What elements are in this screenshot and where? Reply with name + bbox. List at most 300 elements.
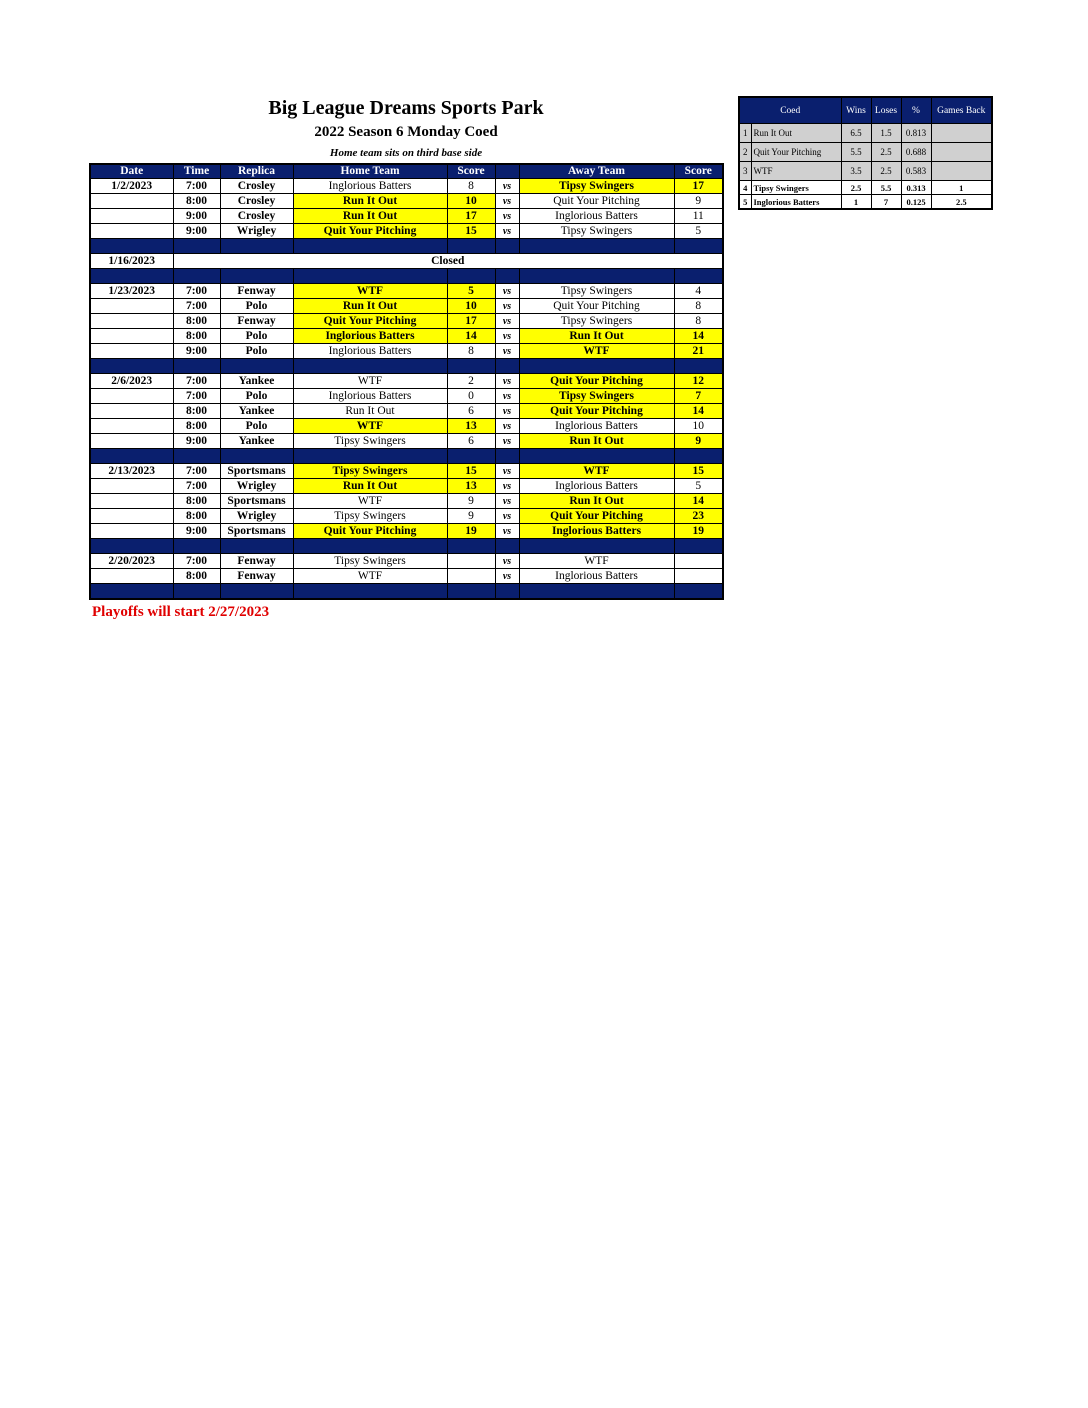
game-row bbox=[90, 464, 723, 479]
date-cell bbox=[90, 524, 173, 539]
separator-cell bbox=[447, 359, 495, 374]
time-cell: 8:00 bbox=[173, 404, 220, 419]
replica-cell: Sportsmans bbox=[220, 524, 293, 539]
standings-row bbox=[739, 143, 992, 162]
pct-cell: 0.313 bbox=[901, 181, 931, 195]
date-cell bbox=[90, 194, 173, 209]
separator-cell bbox=[447, 584, 495, 600]
vs-cell: vs bbox=[495, 209, 519, 224]
away-team-cell: Run It Out bbox=[519, 434, 674, 449]
separator-cell bbox=[674, 239, 723, 254]
standings-header-pct: % bbox=[901, 97, 931, 124]
replica-cell: Sportsmans bbox=[220, 464, 293, 479]
date-cell bbox=[90, 479, 173, 494]
game-row bbox=[90, 569, 723, 584]
replica-cell: Polo bbox=[220, 419, 293, 434]
replica-cell: Fenway bbox=[220, 569, 293, 584]
game-row bbox=[90, 179, 723, 194]
away-team-cell: Inglorious Batters bbox=[519, 569, 674, 584]
home-score-cell: 17 bbox=[447, 209, 495, 224]
vs-cell: vs bbox=[495, 554, 519, 569]
page-title: Big League Dreams Sports Park bbox=[268, 97, 544, 119]
time-cell: 9:00 bbox=[173, 524, 220, 539]
date-cell: 2/13/2023 bbox=[90, 464, 173, 479]
replica-cell: Crosley bbox=[220, 179, 293, 194]
time-cell: 7:00 bbox=[173, 389, 220, 404]
vs-cell: vs bbox=[495, 374, 519, 389]
home-team-cell: WTF bbox=[293, 569, 447, 584]
home-team-cell: Run It Out bbox=[293, 299, 447, 314]
home-team-note: Home team sits on third base side bbox=[329, 147, 483, 159]
separator-cell bbox=[220, 239, 293, 254]
time-cell: 7:00 bbox=[173, 554, 220, 569]
home-team-cell: WTF bbox=[293, 284, 447, 299]
date-cell bbox=[90, 419, 173, 434]
games-back-cell bbox=[931, 143, 992, 162]
home-team-cell: Quit Your Pitching bbox=[293, 314, 447, 329]
game-row bbox=[90, 374, 723, 389]
loses-cell: 7 bbox=[871, 195, 901, 210]
separator-cell bbox=[495, 239, 519, 254]
game-row bbox=[90, 284, 723, 299]
home-team-cell: Run It Out bbox=[293, 479, 447, 494]
standings-header-wins: Wins bbox=[841, 97, 871, 124]
home-team-cell: Inglorious Batters bbox=[293, 329, 447, 344]
vs-cell: vs bbox=[495, 404, 519, 419]
rank-cell: 4 bbox=[739, 181, 751, 195]
schedule-table bbox=[89, 163, 724, 600]
separator-cell bbox=[293, 359, 447, 374]
home-score-cell bbox=[447, 554, 495, 569]
separator-cell bbox=[293, 539, 447, 554]
pct-cell: 0.125 bbox=[901, 195, 931, 210]
away-score-cell: 9 bbox=[674, 194, 723, 209]
home-team-cell: WTF bbox=[293, 374, 447, 389]
game-row bbox=[90, 209, 723, 224]
wins-cell: 1 bbox=[841, 195, 871, 210]
separator-cell bbox=[220, 359, 293, 374]
separator-cell bbox=[495, 269, 519, 284]
rank-cell: 5 bbox=[739, 195, 751, 210]
replica-cell: Fenway bbox=[220, 284, 293, 299]
separator-cell bbox=[90, 539, 173, 554]
col-header-away-score: Score bbox=[674, 164, 723, 179]
away-score-cell: 5 bbox=[674, 479, 723, 494]
home-team-cell: Run It Out bbox=[293, 209, 447, 224]
separator-cell bbox=[173, 584, 220, 600]
game-row bbox=[90, 524, 723, 539]
standings-header-coed: Coed bbox=[739, 97, 841, 124]
away-team-cell: Run It Out bbox=[519, 329, 674, 344]
vs-cell: vs bbox=[495, 284, 519, 299]
closed-cell: Closed bbox=[173, 254, 723, 269]
time-cell: 9:00 bbox=[173, 209, 220, 224]
separator-cell bbox=[173, 269, 220, 284]
col-header-vs bbox=[495, 164, 519, 179]
team-name-cell: Run It Out bbox=[751, 124, 841, 143]
time-cell: 8:00 bbox=[173, 329, 220, 344]
separator-cell bbox=[674, 359, 723, 374]
home-team-cell: WTF bbox=[293, 419, 447, 434]
standings-row bbox=[739, 124, 992, 143]
home-team-cell: Tipsy Swingers bbox=[293, 509, 447, 524]
home-score-cell: 6 bbox=[447, 404, 495, 419]
date-cell bbox=[90, 434, 173, 449]
away-team-cell: Tipsy Swingers bbox=[519, 224, 674, 239]
away-team-cell: Tipsy Swingers bbox=[519, 389, 674, 404]
game-row bbox=[90, 344, 723, 359]
wins-cell: 5.5 bbox=[841, 143, 871, 162]
pct-cell: 0.813 bbox=[901, 124, 931, 143]
vs-cell: vs bbox=[495, 224, 519, 239]
replica-cell: Sportsmans bbox=[220, 494, 293, 509]
date-cell: 1/16/2023 bbox=[90, 254, 173, 269]
separator-cell bbox=[220, 449, 293, 464]
col-header-replica: Replica bbox=[220, 164, 293, 179]
separator-cell bbox=[293, 239, 447, 254]
time-cell: 8:00 bbox=[173, 509, 220, 524]
separator-cell bbox=[90, 449, 173, 464]
home-score-cell: 5 bbox=[447, 284, 495, 299]
week-separator-row bbox=[90, 269, 723, 284]
date-cell bbox=[90, 224, 173, 239]
col-header-date: Date bbox=[90, 164, 173, 179]
away-team-cell: Tipsy Swingers bbox=[519, 284, 674, 299]
separator-cell bbox=[495, 539, 519, 554]
separator-cell bbox=[519, 269, 674, 284]
away-team-cell: WTF bbox=[519, 464, 674, 479]
standings-row bbox=[739, 195, 992, 210]
date-cell bbox=[90, 329, 173, 344]
away-team-cell: Inglorious Batters bbox=[519, 479, 674, 494]
replica-cell: Wrigley bbox=[220, 509, 293, 524]
vs-cell: vs bbox=[495, 434, 519, 449]
date-cell: 2/6/2023 bbox=[90, 374, 173, 389]
vs-cell: vs bbox=[495, 194, 519, 209]
separator-cell bbox=[293, 449, 447, 464]
away-team-cell: Tipsy Swingers bbox=[519, 314, 674, 329]
wins-cell: 6.5 bbox=[841, 124, 871, 143]
vs-cell: vs bbox=[495, 389, 519, 404]
separator-cell bbox=[674, 584, 723, 600]
team-name-cell: Tipsy Swingers bbox=[751, 181, 841, 195]
time-cell: 7:00 bbox=[173, 299, 220, 314]
date-cell bbox=[90, 404, 173, 419]
home-team-cell: Run It Out bbox=[293, 194, 447, 209]
away-score-cell: 5 bbox=[674, 224, 723, 239]
separator-cell bbox=[519, 539, 674, 554]
away-score-cell: 4 bbox=[674, 284, 723, 299]
game-row bbox=[90, 329, 723, 344]
standings-row bbox=[739, 181, 992, 195]
away-score-cell: 8 bbox=[674, 314, 723, 329]
standings-body bbox=[739, 124, 992, 210]
home-team-cell: Tipsy Swingers bbox=[293, 434, 447, 449]
home-score-cell: 0 bbox=[447, 389, 495, 404]
standings-header-row bbox=[739, 97, 992, 124]
week-separator-row bbox=[90, 239, 723, 254]
game-row bbox=[90, 224, 723, 239]
separator-cell bbox=[173, 359, 220, 374]
away-score-cell: 9 bbox=[674, 434, 723, 449]
time-cell: 8:00 bbox=[173, 419, 220, 434]
separator-cell bbox=[495, 359, 519, 374]
separator-cell bbox=[447, 239, 495, 254]
home-team-cell: Run It Out bbox=[293, 404, 447, 419]
col-header-time: Time bbox=[173, 164, 220, 179]
away-score-cell: 11 bbox=[674, 209, 723, 224]
games-back-cell: 2.5 bbox=[931, 195, 992, 210]
away-score-cell: 17 bbox=[674, 179, 723, 194]
team-name-cell: WTF bbox=[751, 162, 841, 181]
home-score-cell: 9 bbox=[447, 509, 495, 524]
home-team-cell: WTF bbox=[293, 494, 447, 509]
week-separator-row bbox=[90, 449, 723, 464]
col-header-away-team: Away Team bbox=[519, 164, 674, 179]
home-score-cell: 10 bbox=[447, 194, 495, 209]
away-team-cell: Quit Your Pitching bbox=[519, 194, 674, 209]
replica-cell: Yankee bbox=[220, 374, 293, 389]
games-back-cell bbox=[931, 124, 992, 143]
vs-cell: vs bbox=[495, 344, 519, 359]
separator-cell bbox=[674, 269, 723, 284]
home-score-cell: 9 bbox=[447, 494, 495, 509]
separator-cell bbox=[447, 449, 495, 464]
separator-cell bbox=[674, 449, 723, 464]
home-team-cell: Tipsy Swingers bbox=[293, 554, 447, 569]
home-score-cell: 8 bbox=[447, 179, 495, 194]
away-team-cell: Quit Your Pitching bbox=[519, 299, 674, 314]
away-team-cell: WTF bbox=[519, 554, 674, 569]
away-score-cell: 8 bbox=[674, 299, 723, 314]
home-score-cell: 10 bbox=[447, 299, 495, 314]
separator-cell bbox=[519, 449, 674, 464]
date-cell bbox=[90, 344, 173, 359]
replica-cell: Yankee bbox=[220, 434, 293, 449]
date-cell bbox=[90, 389, 173, 404]
home-score-cell: 13 bbox=[447, 479, 495, 494]
game-row bbox=[90, 419, 723, 434]
replica-cell: Polo bbox=[220, 344, 293, 359]
standings-header-games-back: Games Back bbox=[931, 97, 992, 124]
vs-cell: vs bbox=[495, 479, 519, 494]
separator-cell bbox=[220, 269, 293, 284]
home-score-cell: 6 bbox=[447, 434, 495, 449]
replica-cell: Polo bbox=[220, 299, 293, 314]
home-score-cell: 8 bbox=[447, 344, 495, 359]
time-cell: 8:00 bbox=[173, 194, 220, 209]
date-cell bbox=[90, 314, 173, 329]
date-cell: 1/2/2023 bbox=[90, 179, 173, 194]
away-team-cell: Quit Your Pitching bbox=[519, 374, 674, 389]
separator-cell bbox=[173, 539, 220, 554]
wins-cell: 2.5 bbox=[841, 181, 871, 195]
away-score-cell: 10 bbox=[674, 419, 723, 434]
vs-cell: vs bbox=[495, 314, 519, 329]
schedule-header-row bbox=[90, 164, 723, 179]
away-team-cell: Run It Out bbox=[519, 494, 674, 509]
game-row bbox=[90, 434, 723, 449]
vs-cell: vs bbox=[495, 569, 519, 584]
replica-cell: Crosley bbox=[220, 209, 293, 224]
date-cell bbox=[90, 209, 173, 224]
away-team-cell: Quit Your Pitching bbox=[519, 404, 674, 419]
week-separator-row bbox=[90, 359, 723, 374]
date-cell bbox=[90, 494, 173, 509]
away-team-cell: Quit Your Pitching bbox=[519, 509, 674, 524]
date-cell bbox=[90, 299, 173, 314]
standings-header-loses: Loses bbox=[871, 97, 901, 124]
home-score-cell bbox=[447, 569, 495, 584]
time-cell: 8:00 bbox=[173, 314, 220, 329]
wins-cell: 3.5 bbox=[841, 162, 871, 181]
away-team-cell: Inglorious Batters bbox=[519, 419, 674, 434]
home-team-cell: Inglorious Batters bbox=[293, 344, 447, 359]
separator-cell bbox=[220, 539, 293, 554]
time-cell: 8:00 bbox=[173, 494, 220, 509]
separator-cell bbox=[519, 239, 674, 254]
vs-cell: vs bbox=[495, 509, 519, 524]
away-score-cell: 14 bbox=[674, 329, 723, 344]
week-separator-row bbox=[90, 584, 723, 600]
separator-cell bbox=[90, 239, 173, 254]
game-row bbox=[90, 554, 723, 569]
away-score-cell bbox=[674, 569, 723, 584]
loses-cell: 5.5 bbox=[871, 181, 901, 195]
home-score-cell: 2 bbox=[447, 374, 495, 389]
separator-cell bbox=[447, 539, 495, 554]
games-back-cell bbox=[931, 162, 992, 181]
vs-cell: vs bbox=[495, 464, 519, 479]
time-cell: 9:00 bbox=[173, 224, 220, 239]
standings-row bbox=[739, 162, 992, 181]
separator-cell bbox=[90, 584, 173, 600]
standings-table bbox=[738, 96, 993, 210]
game-row bbox=[90, 404, 723, 419]
separator-cell bbox=[173, 239, 220, 254]
away-team-cell: WTF bbox=[519, 344, 674, 359]
away-score-cell: 14 bbox=[674, 404, 723, 419]
pct-cell: 0.583 bbox=[901, 162, 931, 181]
home-team-cell: Quit Your Pitching bbox=[293, 224, 447, 239]
away-score-cell: 12 bbox=[674, 374, 723, 389]
time-cell: 7:00 bbox=[173, 479, 220, 494]
away-score-cell: 7 bbox=[674, 389, 723, 404]
game-row bbox=[90, 494, 723, 509]
away-score-cell: 14 bbox=[674, 494, 723, 509]
replica-cell: Polo bbox=[220, 389, 293, 404]
vs-cell: vs bbox=[495, 179, 519, 194]
home-score-cell: 15 bbox=[447, 224, 495, 239]
replica-cell: Wrigley bbox=[220, 479, 293, 494]
team-name-cell: Inglorious Batters bbox=[751, 195, 841, 210]
date-cell bbox=[90, 569, 173, 584]
time-cell: 7:00 bbox=[173, 374, 220, 389]
rank-cell: 1 bbox=[739, 124, 751, 143]
home-team-cell: Inglorious Batters bbox=[293, 389, 447, 404]
pct-cell: 0.688 bbox=[901, 143, 931, 162]
home-score-cell: 15 bbox=[447, 464, 495, 479]
page-subtitle: 2022 Season 6 Monday Coed bbox=[314, 124, 498, 140]
loses-cell: 2.5 bbox=[871, 162, 901, 181]
replica-cell: Fenway bbox=[220, 314, 293, 329]
separator-cell bbox=[447, 269, 495, 284]
replica-cell: Yankee bbox=[220, 404, 293, 419]
playoffs-notice: Playoffs will start 2/27/2023 bbox=[92, 604, 270, 620]
home-team-cell: Tipsy Swingers bbox=[293, 464, 447, 479]
away-team-cell: Inglorious Batters bbox=[519, 524, 674, 539]
separator-cell bbox=[293, 584, 447, 600]
games-back-cell: 1 bbox=[931, 181, 992, 195]
separator-cell bbox=[495, 584, 519, 600]
away-score-cell: 19 bbox=[674, 524, 723, 539]
separator-cell bbox=[90, 269, 173, 284]
home-score-cell: 19 bbox=[447, 524, 495, 539]
away-score-cell: 23 bbox=[674, 509, 723, 524]
rank-cell: 3 bbox=[739, 162, 751, 181]
closed-row bbox=[90, 254, 723, 269]
loses-cell: 1.5 bbox=[871, 124, 901, 143]
game-row bbox=[90, 509, 723, 524]
separator-cell bbox=[90, 359, 173, 374]
replica-cell: Crosley bbox=[220, 194, 293, 209]
home-score-cell: 14 bbox=[447, 329, 495, 344]
week-separator-row bbox=[90, 539, 723, 554]
time-cell: 7:00 bbox=[173, 179, 220, 194]
home-score-cell: 17 bbox=[447, 314, 495, 329]
away-team-cell: Inglorious Batters bbox=[519, 209, 674, 224]
away-score-cell: 21 bbox=[674, 344, 723, 359]
team-name-cell: Quit Your Pitching bbox=[751, 143, 841, 162]
home-score-cell: 13 bbox=[447, 419, 495, 434]
separator-cell bbox=[495, 449, 519, 464]
date-cell: 1/23/2023 bbox=[90, 284, 173, 299]
time-cell: 7:00 bbox=[173, 464, 220, 479]
separator-cell bbox=[293, 269, 447, 284]
schedule-body bbox=[90, 179, 723, 600]
separator-cell bbox=[519, 359, 674, 374]
time-cell: 9:00 bbox=[173, 434, 220, 449]
rank-cell: 2 bbox=[739, 143, 751, 162]
vs-cell: vs bbox=[495, 494, 519, 509]
replica-cell: Polo bbox=[220, 329, 293, 344]
time-cell: 8:00 bbox=[173, 569, 220, 584]
vs-cell: vs bbox=[495, 419, 519, 434]
home-team-cell: Quit Your Pitching bbox=[293, 524, 447, 539]
date-cell bbox=[90, 509, 173, 524]
time-cell: 7:00 bbox=[173, 284, 220, 299]
col-header-home-team: Home Team bbox=[293, 164, 447, 179]
replica-cell: Wrigley bbox=[220, 224, 293, 239]
replica-cell: Fenway bbox=[220, 554, 293, 569]
separator-cell bbox=[674, 539, 723, 554]
separator-cell bbox=[220, 584, 293, 600]
time-cell: 9:00 bbox=[173, 344, 220, 359]
separator-cell bbox=[173, 449, 220, 464]
col-header-home-score: Score bbox=[447, 164, 495, 179]
game-row bbox=[90, 299, 723, 314]
game-row bbox=[90, 314, 723, 329]
game-row bbox=[90, 479, 723, 494]
away-score-cell bbox=[674, 554, 723, 569]
game-row bbox=[90, 389, 723, 404]
separator-cell bbox=[519, 584, 674, 600]
loses-cell: 2.5 bbox=[871, 143, 901, 162]
game-row bbox=[90, 194, 723, 209]
home-team-cell: Inglorious Batters bbox=[293, 179, 447, 194]
vs-cell: vs bbox=[495, 299, 519, 314]
vs-cell: vs bbox=[495, 329, 519, 344]
